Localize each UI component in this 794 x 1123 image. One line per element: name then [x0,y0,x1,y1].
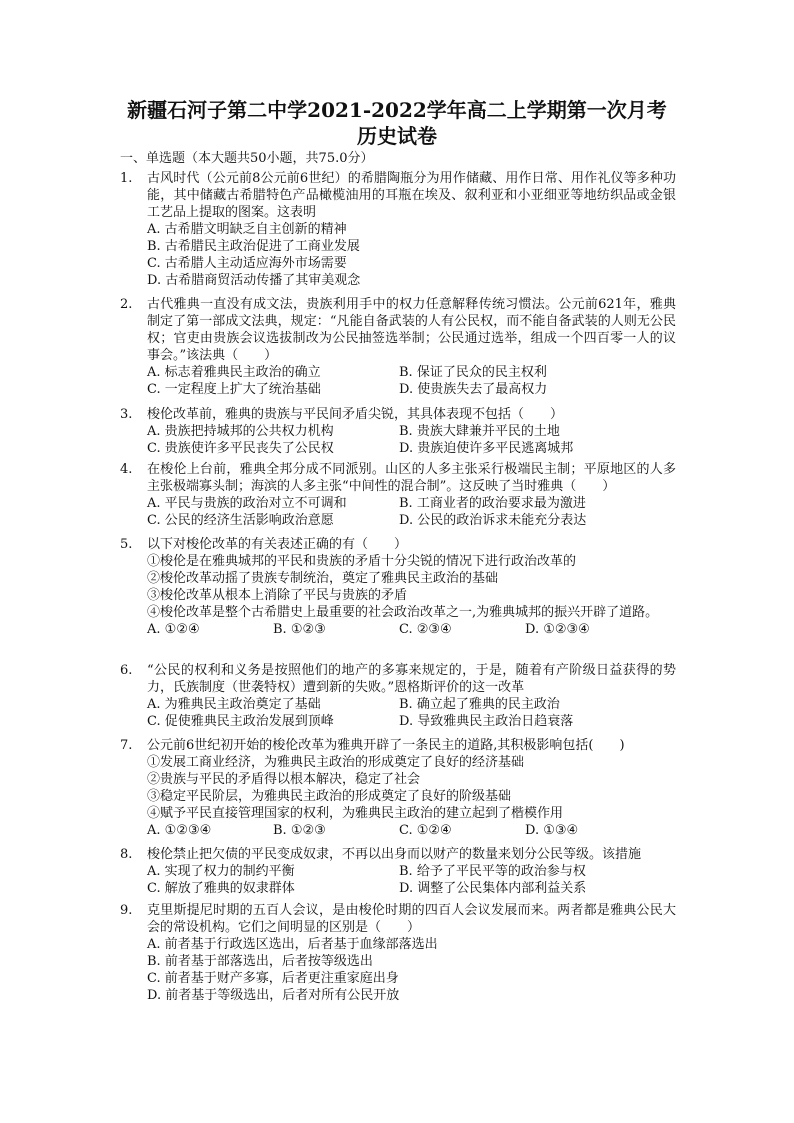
question-number: 3. [120,407,133,422]
question-stem: “公民的权利和义务是按照他们的地产的多寡来规定的，于是，随着有产阶级日益获得的势力，氏族制度（世袭特权）遭到新的失败。”恩格斯评价的这一改革 [147,663,676,695]
question-number: 4. [120,462,133,477]
option-c: C. ②③④ [399,622,452,637]
question-5 [120,536,676,638]
question-stem: 在梭伦上台前，雅典全邦分成不同派别。山区的人多主张采行极端民主制；平原地区的人多主张极端寡头制；海滨的人多主张“中间性的混合制”。这反映了当时雅典（ ） [147,462,676,494]
question-number: 9. [120,903,133,918]
statement: ①梭伦是在雅典城邦的平民和贵族的矛盾十分尖锐的情况下进行政治改革的 [147,554,577,569]
option-b: B. 前者基于部落选出，后者按等级选出 [147,954,373,969]
option-d: D. 调整了公民集体内部利益关系 [399,881,587,896]
exam-title-line1: 新疆石河子第二中学2021-2022学年高二上学期第一次月考 [127,98,667,122]
question-number: 8. [120,847,133,862]
option-a: A. 为雅典民主政治奠定了基础 [147,697,321,712]
question-6 [120,662,676,730]
option-b: B. ①②③ [273,622,326,637]
statement: ③梭伦改革从根本上消除了平民与贵族的矛盾 [147,588,408,603]
option-d: D. 公民的政治诉求未能充分表达 [399,513,587,528]
question-number: 7. [120,738,133,753]
option-b: B. 古希腊民主政治促进了工商业发展 [147,239,360,254]
option-c: C. 一定程度上扩大了统治基础 [147,382,321,397]
option-b: B. 工商业者的政治要求最为激进 [399,496,586,511]
question-stem: 古代雅典一直没有成文法，贵族利用手中的权力任意解释传统习惯法。公元前621年，雅典制定了第一部成文法典，规定：“凡能自备武装的人有公民权，而不能自备武装的人则无公民权；官吏由贵族会议选拔制改为公民抽签选举制；公民通过选举，组成一个四百零一人的议事会。”该法典（ ） [147,297,676,363]
section-heading: 一、单选题（本大题共50小题，共75.0分） [120,151,374,166]
option-d: D. 古希腊商贸活动传播了其审美观念 [147,273,361,288]
exam-title-line2: 历史试卷 [357,124,437,148]
option-c: C. 促使雅典民主政治发展到顶峰 [147,714,334,729]
option-d: D. 贵族迫使许多平民逃离城邦 [399,441,574,456]
option-b: B. 保证了民众的民主权利 [399,365,547,380]
option-d: D. 使贵族失去了最高权力 [399,382,548,397]
question-3 [120,406,676,457]
question-number: 6. [120,663,133,678]
option-a: A. 平民与贵族的政治对立不可调和 [147,496,347,511]
option-d: D. ①③④ [525,823,579,838]
option-d: D. 导致雅典民主政治日趋衰落 [399,714,574,729]
option-b: B. ①②③ [273,823,326,838]
option-c: C. 前者基于财产多寡，后者更注重家庭出身 [147,971,399,986]
option-b: B. 给予了平民平等的政治参与权 [399,864,586,879]
option-c: C. 解放了雅典的奴隶群体 [147,881,295,896]
question-7 [120,737,676,839]
question-number: 5. [120,537,133,552]
question-1 [120,170,676,289]
option-c: C. ①②④ [399,823,452,838]
option-b: B. 贵族大肆兼并平民的土地 [399,424,560,439]
question-stem: 古风时代（公元前8公元前6世纪）的希腊陶瓶分为用作储藏、用作日常、用作礼仪等多种功能，其中储藏古希腊特色产品橄榄油用的耳瓶在埃及、叙利亚和小亚细亚等地纺织品或金银工艺品上提取的图案。这表明 [147,171,676,220]
statement: ③稳定平民阶层，为雅典民主政治的形成奠定了良好的阶级基础 [147,789,512,804]
option-b: B. 确立起了雅典的民主政治 [399,697,560,712]
question-number: 2. [120,297,133,312]
option-a: A. ①②③④ [147,823,212,838]
statement: ①发展工商业经济，为雅典民主政治的形成奠定了良好的经济基础 [147,755,525,770]
option-c: C. 公民的经济生活影响政治意愿 [147,513,334,528]
question-stem: 以下对梭伦改革的有关表述正确的有（ ） [147,537,408,552]
option-a: A. 标志着雅典民主政治的确立 [147,365,321,380]
option-a: A. 贵族把持城邦的公共权力机构 [147,424,334,439]
question-stem: 克里斯提尼时期的五百人会议，是由梭伦时期的四百人会议发展而来。两者都是雅典公民大会的常设机构。它们之间明显的区别是（ ） [147,903,676,935]
statement: ④赋予平民直接管理国家的权利，为雅典民主政治的建立起到了楷模作用 [147,806,564,821]
question-2 [120,296,676,398]
question-stem: 梭伦禁止把欠债的平民变成奴隶，不再以出身而以财产的数量来划分公民等级。该措施 [147,847,642,862]
option-d: D. 前者基于等级选出，后者对所有公民开放 [147,988,400,1003]
statement: ②梭伦改革动摇了贵族专制统治，奠定了雅典民主政治的基础 [147,571,499,586]
question-stem: 梭伦改革前，雅典的贵族与平民间矛盾尖锐，其具体表现不包括（ ） [147,407,564,422]
question-4 [120,461,676,529]
option-d: D. ①②③④ [525,622,590,637]
option-c: C. 贵族使许多平民丧失了公民权 [147,441,334,456]
option-c: C. 古希腊人主动适应海外市场需要 [147,256,347,271]
option-a: A. ①②④ [147,622,200,637]
question-number: 1. [120,171,133,186]
option-a: A. 实现了权力的制约平衡 [147,864,295,879]
question-stem: 公元前6世纪初开始的梭伦改革为雅典开辟了一条民主的道路,其积极影响包括( ) [147,738,625,753]
question-8 [120,846,676,897]
statement: ④梭伦改革是整个古希腊史上最重要的社会政治改革之一,为雅典城邦的振兴开辟了道路。 [147,605,659,620]
statement: ②贵族与平民的矛盾得以根本解决，稳定了社会 [147,772,421,787]
option-a: A. 前者基于行政选区选出，后者基于血缘部落选出 [147,937,438,952]
option-a: A. 古希腊文明缺乏自主创新的精神 [147,222,347,237]
question-9 [120,902,676,1004]
